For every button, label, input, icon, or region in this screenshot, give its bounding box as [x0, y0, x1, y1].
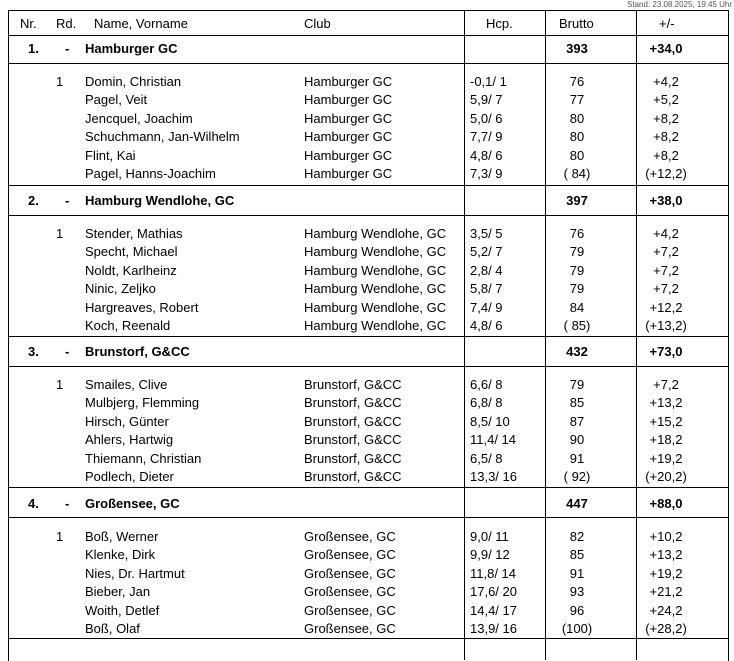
row-divider	[8, 638, 728, 639]
cell-club: Hamburger GC	[304, 147, 393, 163]
cell-name: Specht, Michael	[85, 244, 178, 260]
cell-hcp: 2,8/ 4	[470, 262, 503, 278]
cell-club: Brunstorf, G&CC	[304, 395, 402, 411]
cell-brutto: 80	[569, 110, 585, 126]
cell-brutto: 91	[569, 565, 585, 581]
cell-club: Brunstorf, G&CC	[304, 432, 402, 448]
cell-name: Klenke, Dirk	[85, 547, 156, 563]
cell-name: Mulbjerg, Flemming	[85, 395, 200, 411]
cell-hcp: -0,1/ 1	[470, 74, 507, 89]
cell-name: Smailes, Clive	[85, 377, 168, 392]
cell-brutto: 80	[569, 147, 585, 163]
cell-brutto: ( 85)	[563, 318, 591, 333]
row-divider	[8, 336, 728, 337]
cell-brutto: 93	[569, 584, 585, 600]
cell-diff: +7,2	[653, 262, 679, 278]
cell-hcp: 3,5/ 5	[470, 226, 503, 241]
cell-club: Großensee, GC	[304, 547, 396, 563]
cell-club: Brunstorf, G&CC	[304, 413, 402, 429]
cell-name: Boß, Werner	[85, 529, 159, 544]
cell-hcp: 6,6/ 8	[470, 377, 503, 392]
cell-hcp: 5,2/ 7	[470, 244, 503, 260]
cell-hcp: 5,8/ 7	[470, 281, 503, 297]
cell-brutto: 80	[569, 129, 585, 145]
cell-dash: -	[65, 193, 70, 208]
cell-name: Flint, Kai	[85, 147, 136, 163]
cell-name: Bieber, Jan	[85, 584, 151, 600]
cell-diff: +13,2	[649, 547, 683, 563]
cell-diff: +8,2	[653, 110, 679, 126]
cell-brutto: 79	[569, 262, 585, 278]
cell-name: Ninic, Zeljko	[85, 281, 156, 297]
cell-hcp: 8,5/ 10	[470, 413, 510, 429]
header-club: Club	[304, 16, 331, 31]
cell-brutto: 77	[569, 92, 585, 108]
cell-brutto: 432	[566, 344, 588, 359]
cell-diff: +88,0	[649, 496, 683, 511]
cell-brutto: 96	[569, 602, 585, 618]
cell-club: Hamburger GC	[304, 74, 393, 89]
cell-rd: 1	[56, 529, 64, 544]
cell-brutto: 393	[566, 41, 588, 56]
cell-diff: +8,2	[653, 147, 679, 163]
cell-club: Hamburg Wendlohe, GC	[304, 244, 447, 260]
cell-diff: +13,2	[649, 395, 683, 411]
cell-diff: (+13,2)	[645, 318, 687, 333]
cell-name: Ahlers, Hartwig	[85, 432, 174, 448]
cell-rd: 1	[56, 74, 64, 89]
cell-nr: 2.	[28, 193, 39, 208]
cell-brutto: 79	[569, 281, 585, 297]
cell-club: Brunstorf, G&CC	[304, 377, 402, 392]
cell-nr: 4.	[28, 496, 39, 511]
cell-name: Pagel, Hanns-Joachim	[85, 166, 216, 181]
cell-name: Schuchmann, Jan-Wilhelm	[85, 129, 240, 145]
cell-hcp: 9,9/ 12	[470, 547, 510, 563]
cell-hcp: 6,5/ 8	[470, 450, 503, 466]
cell-club: Großensee, GC	[304, 565, 396, 581]
cell-diff: +4,2	[653, 226, 679, 241]
row-divider	[8, 185, 728, 186]
cell-name: Pagel, Veit	[85, 92, 148, 108]
cell-hcp: 5,9/ 7	[470, 92, 503, 108]
cell-hcp: 13,9/ 16	[470, 621, 517, 636]
cell-dash: -	[65, 496, 70, 511]
cell-diff: +7,2	[653, 281, 679, 297]
cell-brutto: 87	[569, 413, 585, 429]
cell-hcp: 13,3/ 16	[470, 469, 517, 484]
cell-brutto: 79	[569, 244, 585, 260]
header-diff: +/-	[659, 16, 675, 31]
cell-diff: +12,2	[649, 299, 683, 315]
cell-diff: +21,2	[649, 584, 683, 600]
cell-diff: (+20,2)	[645, 469, 687, 484]
cell-name: Jencquel, Joachim	[85, 110, 193, 126]
column-divider	[464, 10, 465, 660]
cell-brutto: 84	[569, 299, 585, 315]
cell-club: Hamburger GC	[304, 129, 393, 145]
cell-club: Hamburger GC	[304, 166, 393, 181]
cell-name: Koch, Reenald	[85, 318, 171, 333]
header-name: Name, Vorname	[94, 16, 188, 31]
cell-club: Hamburg Wendlohe, GC	[304, 281, 447, 297]
cell-name: Großensee, GC	[85, 496, 180, 511]
cell-hcp: 9,0/ 11	[470, 529, 509, 544]
header-divider	[8, 35, 728, 36]
cell-name: Stender, Mathias	[85, 226, 183, 241]
cell-hcp: 5,0/ 6	[470, 110, 503, 126]
cell-diff: (+12,2)	[645, 166, 687, 181]
cell-hcp: 6,8/ 8	[470, 395, 503, 411]
row-divider	[8, 487, 728, 488]
cell-diff: +5,2	[653, 92, 679, 108]
cell-club: Großensee, GC	[304, 584, 396, 600]
cell-diff: +8,2	[653, 129, 679, 145]
cell-rd: 1	[56, 377, 64, 392]
cell-club: Hamburg Wendlohe, GC	[304, 226, 447, 241]
cell-brutto: 447	[566, 496, 588, 511]
cell-club: Großensee, GC	[304, 621, 396, 636]
cell-diff: +19,2	[649, 565, 683, 581]
cell-brutto: 85	[569, 547, 585, 563]
cell-club: Großensee, GC	[304, 602, 396, 618]
cell-diff: +10,2	[649, 529, 683, 544]
cell-hcp: 4,8/ 6	[470, 318, 503, 333]
cell-hcp: 7,4/ 9	[470, 299, 503, 315]
cell-club: Hamburger GC	[304, 110, 393, 126]
cell-dash: -	[65, 41, 70, 56]
cell-name: Hirsch, Günter	[85, 413, 169, 429]
cell-brutto: ( 84)	[563, 166, 591, 181]
cell-diff: +34,0	[649, 41, 683, 56]
cell-brutto: 90	[569, 432, 585, 448]
header-rd: Rd.	[56, 16, 77, 31]
cell-hcp: 7,3/ 9	[470, 166, 503, 181]
cell-name: Boß, Olaf	[85, 621, 140, 636]
cell-club: Großensee, GC	[304, 529, 396, 544]
row-divider	[8, 63, 728, 64]
cell-diff: +7,2	[653, 244, 679, 260]
cell-diff: +15,2	[649, 413, 683, 429]
cell-name: Nies, Dr. Hartmut	[85, 565, 185, 581]
cell-brutto: 76	[569, 74, 585, 89]
cell-name: Hamburg Wendlohe, GC	[85, 193, 235, 208]
cell-club: Hamburg Wendlohe, GC	[304, 318, 447, 333]
cell-brutto: 91	[569, 450, 585, 466]
cell-name: Hamburger GC	[85, 41, 178, 56]
cell-brutto: 82	[569, 529, 585, 544]
header-hcp: Hcp.	[486, 16, 513, 31]
cell-hcp: 7,7/ 9	[470, 129, 503, 145]
cell-diff: +73,0	[649, 344, 683, 359]
corner-timestamp: Stand: 23.08.2025, 19:45 Uhr	[627, 0, 732, 9]
header-nr: Nr.	[20, 16, 37, 31]
column-divider	[636, 10, 637, 660]
cell-hcp: 11,4/ 14	[470, 432, 517, 448]
cell-hcp: 11,8/ 14	[470, 565, 517, 581]
cell-club: Hamburg Wendlohe, GC	[304, 262, 447, 278]
cell-club: Hamburger GC	[304, 92, 393, 108]
cell-nr: 3.	[28, 344, 39, 359]
column-divider	[545, 10, 546, 660]
cell-club: Brunstorf, G&CC	[304, 450, 402, 466]
row-divider	[8, 366, 728, 367]
cell-name: Hargreaves, Robert	[85, 299, 199, 315]
cell-diff: (+28,2)	[645, 621, 687, 636]
cell-diff: +38,0	[649, 193, 683, 208]
cell-diff: +24,2	[649, 602, 683, 618]
cell-name: Podlech, Dieter	[85, 469, 174, 484]
cell-brutto: 85	[569, 395, 585, 411]
cell-name: Domin, Christian	[85, 74, 182, 89]
cell-diff: +19,2	[649, 450, 683, 466]
cell-diff: +4,2	[653, 74, 679, 89]
row-divider	[8, 517, 728, 518]
cell-club: Hamburg Wendlohe, GC	[304, 299, 447, 315]
cell-hcp: 14,4/ 17	[470, 602, 517, 618]
cell-hcp: 4,8/ 6	[470, 147, 503, 163]
cell-brutto: ( 92)	[563, 469, 591, 484]
cell-name: Thiemann, Christian	[85, 450, 202, 466]
cell-club: Brunstorf, G&CC	[304, 469, 402, 484]
cell-diff: +18,2	[649, 432, 683, 448]
cell-brutto: 397	[566, 193, 588, 208]
cell-name: Brunstorf, G&CC	[85, 344, 190, 359]
cell-brutto: (100)	[561, 621, 593, 636]
cell-rd: 1	[56, 226, 64, 241]
cell-nr: 1.	[28, 41, 39, 56]
cell-name: Woith, Detlef	[85, 602, 160, 618]
cell-dash: -	[65, 344, 70, 359]
row-divider	[8, 215, 728, 216]
cell-name: Noldt, Karlheinz	[85, 262, 177, 278]
header-brutto: Brutto	[559, 16, 594, 31]
cell-brutto: 76	[569, 226, 585, 241]
cell-diff: +7,2	[653, 377, 679, 392]
cell-hcp: 17,6/ 20	[470, 584, 517, 600]
cell-brutto: 79	[569, 377, 585, 392]
